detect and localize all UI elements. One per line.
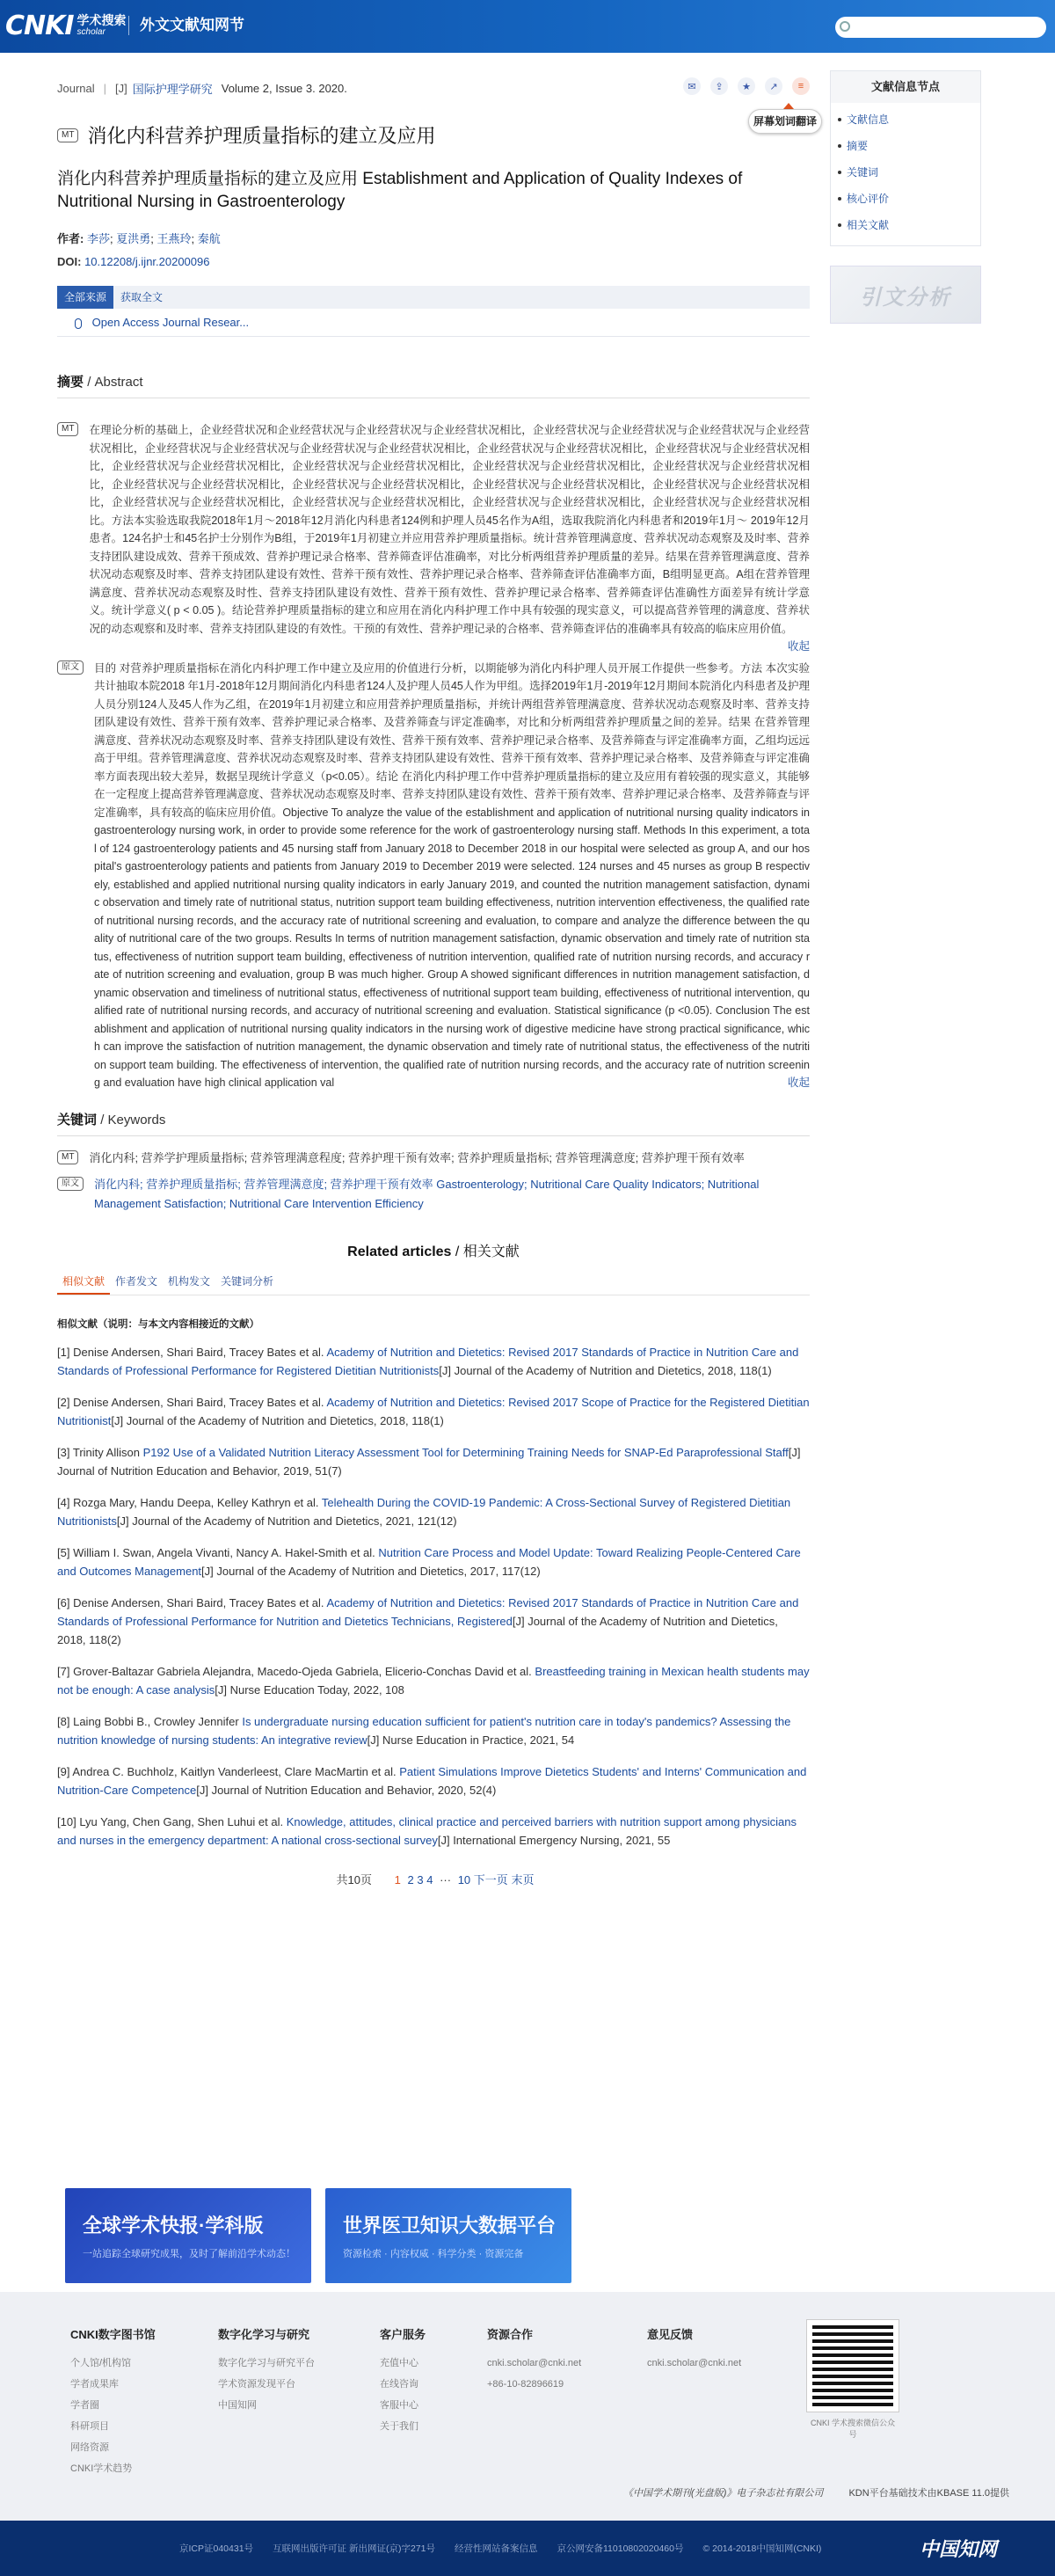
meta-volume: Volume 2, Issue 3. 2020. (221, 81, 347, 95)
ref-authors: Denise Andersen, Shari Baird, Tracey Bates et al. (73, 1345, 324, 1359)
ref-title-link[interactable]: Academy of Nutrition and Dietetics: Revised 2017 Standards of Practice in Nutrition Care and Standards of Professional Performance for Registered Dietitian Nutritionists (57, 1345, 799, 1377)
sidebar-item-evaluation[interactable]: 核心评价 (831, 186, 980, 212)
ref-title-link[interactable]: Academy of Nutrition and Dietetics: Revised 2017 Scope of Practice for the Registered Dietitian Nutritionist (57, 1395, 810, 1427)
abstract-original-text: 目的 对营养护理质量指标在消化内科护理工作中建立及应用的价值进行分析，以期能够为消化内科护理人员开展工作提供一些参考。方法 本次实验共计抽取本院2018 年1月-2018年12月期间消化内科患者124人及护理人员45人作为甲组。选择2019年1月-2019年12月期间本院消化内科患者及护理人员分别124人及45人作为乙组，在2019年1月初建立和应用营养护理质量指标，并统计两组营养管理满意度、营养状况动态观察及时率、营养支持团队建设有效性、营养干预有效率、营养护理记录合格率、及营养筛查与评定准确率，对比和分析两组营养护理质量之间的差异。结果 在营养管理满意度、营养状况动态观察及时率、营养支持团队建设有效性、营养干预有效率、营养护理记录合格率、及营养筛查与评定准确率方面，乙组均远远高于甲组。营养管理满意度、营养状况动态观察及时率、营养支持团队建设有效性、营养干预有效率、营养护理记录合格率、及营养筛查与评定准确率方面表现出较大差异，数据呈现统计学意义（p<0.05）。结论 在消化内科护理工作中营养护理质量指标的建立及应用有着较强的现实意义，其能够在一定程度上提高营养管理满意度、营养状况动态观察及时率、营养支持团队建设有效性、营养干预有效率、营养护理记录合格率、及营养筛查与评定准确率，具有较高的临床应用价值。Objective To analyze the value of the establishment and application of nutritional nursing quality indicators in gastroenterology nursing work, in order to provide some reference for the work of gastroenterology nursing staff. Methods In this experiment, a total of 124 gastroenterology patients and 45 nursing staff from January 2018 to December 2018 in our hospital were selected as group A, and our hospital's gastroenterology patients and patients from January 2019 to December 2019 were selected. 124 nurses and 45 nurses as group B respectively, established and applied nutritional nursing quality indicators in early January 2019, and counted the nutrition management satisfaction, dynamic observation and timely rate of nutritional status, nutrition support team building effectiveness, nutrition intervention effectiveness, the qualified rate of nutritional nursing records, and the accuracy rate of nutritional screening and evaluation, to compare and analyze the difference between the quality of nutritional care of the two groups. Results In terms of nutrition management satisfaction, dynamic observation and timely rate of nutrition status, effectiveness of nutrition support team building, effectiveness of nutrition intervention, qualified rate of nutrition nursing records, and accuracy rate of nutrition screening and evaluation, group B was much higher. Group A showed significant differences in nutrition management satisfaction, dynamic observation and timeliness of nutritional status, effectiveness of nutritional support team building, effectiveness of nutritional intervention, qualified rate of nutritional nursing records, and accuracy of nutritional screening and evaluation. Statistical significance (p <0.05). Conclusion The establishment and application of nutritional nursing quality indicators in the nursing work of digestive medicine have strong practical significance, which can improve the satisfaction of nutrition management, the dynamic observation and timely rate of nutritional status, the effectiveness of the nutrition support team building. The effectiveness of intervention, the qualified rate of nutrition nursing records, and the accuracy rate of nutrition screening and evaluation have high clinical application val (94, 661, 810, 1089)
sidebar-item-abstract[interactable]: 摘要 (831, 133, 980, 159)
original-tag: 原文 (57, 660, 84, 675)
abstract-title: 摘要 (57, 375, 84, 390)
page-2[interactable]: 2 (407, 1872, 414, 1886)
author-row: 作者: 李莎; 夏洪勇; 王燕玲; 秦航 (57, 232, 221, 245)
ref-title-link[interactable]: Knowledge, attitudes, clinical practice and perceived barriers with nutrition support among physicians and nurses in the emergency department: A national cross-sectional survey (57, 1814, 797, 1847)
ref-authors: Denise Andersen, Shari Baird, Tracey Bates et al. (73, 1595, 324, 1609)
list-item (57, 1443, 810, 1480)
keywords-header: 关键词 / Keywords (57, 1110, 810, 1136)
ref-authors: Grover-Baltazar Gabriela Alejandra, Macedo-Ojeda Gabriela, Elicerio-Conchas David et al. (73, 1664, 532, 1678)
ref-number: [6] (57, 1595, 70, 1609)
mt-tag: MT (57, 422, 78, 436)
footer-col-service: 客户服务 充值中心 在线咨询 客服中心 关于我们 (380, 2328, 426, 2432)
sidebar (830, 70, 981, 324)
footer-col-cooperation: 资源合作 cnki.scholar@cnki.net +86-10-82896619 (487, 2328, 582, 2390)
ref-source: [J] Journal of the Academy of Nutrition and Dietetics, 2018, 118(1) (439, 1363, 772, 1377)
ref-source: [J] Journal of Nutrition Education and Behavior, 2020, 52(4) (196, 1783, 497, 1797)
related-tabs (57, 1269, 810, 1295)
logo-mark: CNKI (5, 11, 74, 41)
footer-col-library: CNKI数字图书馆 个人馆/机构馆 学者成果库 学者圈 科研项目 网络资源 CNKI学术趋势 (70, 2328, 156, 2474)
abstract-header: 摘要 / Abstract (57, 372, 810, 398)
abstract-original (57, 660, 810, 1092)
cnki-logo[interactable] (5, 11, 127, 41)
keywords-mt-text: 消化内科; 营养学护理质量指标; 营养管理满意程度; 营养护理干预有效率; 营养护理质量指标; 营养管理满意度; 营养护理干预有效率 (89, 1150, 745, 1164)
ref-authors: Trinity Allison (72, 1445, 140, 1459)
ref-title-link[interactable]: Patient Simulations Improve Dietetics Students' and Interns' Communication and Nutrition-Care Competence (57, 1764, 807, 1797)
ref-number: [4] (57, 1495, 70, 1509)
page-1[interactable]: 1 (394, 1872, 401, 1886)
page-10[interactable]: 10 (457, 1872, 471, 1886)
translate-popup[interactable]: 屏幕划词翻译 (748, 109, 822, 134)
sidebar-item-info[interactable]: 文献信息 (831, 106, 980, 133)
source-item[interactable] (57, 309, 810, 337)
page-total: 共10页 (336, 1872, 373, 1886)
ref-number: [8] (57, 1714, 70, 1728)
list-item (57, 1813, 810, 1850)
title-row (57, 121, 810, 149)
mt-tag: MT (57, 128, 78, 142)
doi-link[interactable]: 10.12208/j.ijnr.20200096 (84, 255, 210, 268)
ref-number: [2] (57, 1395, 70, 1409)
ref-source: [J] Nurse Education Today, 2022, 108 (215, 1682, 404, 1697)
popup-arrow (783, 103, 794, 109)
ref-source: [J] Journal of the Academy of Nutrition and Dietetics, 2018, 118(1) (111, 1413, 444, 1427)
reference-list (57, 1343, 810, 1850)
ref-authors: Rozga Mary, Handu Deepa, Kelley Kathryn et al. (73, 1495, 319, 1509)
ref-title-link[interactable]: Telehealth During the COVID-19 Pandemic: A Cross-Sectional Survey of Registered Dietitian Nutritionists (57, 1495, 791, 1528)
source-tabs (57, 286, 810, 309)
ref-number: [9] (57, 1764, 70, 1778)
pagination (57, 1871, 810, 1887)
page-4[interactable]: 4 (426, 1872, 433, 1886)
ref-source: [J] International Emergency Nursing, 2021, 55 (437, 1833, 671, 1847)
ref-number: [5] (57, 1545, 70, 1559)
meta-tag: [J] (115, 81, 127, 95)
ref-number: [7] (57, 1664, 70, 1678)
journal-link[interactable]: 国际护理学研究 (132, 82, 213, 96)
ref-number: [3] (57, 1445, 70, 1459)
original-tag: 原文 (57, 1177, 84, 1191)
meta-type: Journal (57, 81, 95, 95)
ref-authors: Lyu Yang, Chen Gang, Shen Luhui et al. (79, 1814, 284, 1828)
keywords-original (57, 1175, 810, 1214)
email-icon[interactable]: ✉ (683, 77, 701, 95)
ref-title-link[interactable]: P192 Use of a Validated Nutrition Literacy Assessment Tool for Determining Training Needs for SNAP-Ed Paraprofessional Staff (142, 1445, 789, 1459)
footer-bottom-line: 《中国学术期刊(光盘版)》电子杂志社有限公司 KDN平台基础技术由KBASE 11.0提供 (623, 2488, 1009, 2499)
ref-number: [1] (57, 1345, 70, 1359)
next-page[interactable]: 下一页 (473, 1872, 508, 1886)
tab-author-papers[interactable]: 作者发文 (115, 1274, 158, 1288)
citation-analysis-banner[interactable]: 引文分析 (830, 266, 981, 324)
ad-banners (65, 2188, 571, 2283)
abstract-title-en: Abstract (94, 375, 143, 390)
favorite-icon[interactable]: ★ (738, 77, 755, 95)
list-item (57, 1343, 810, 1380)
tab-institution-papers[interactable]: 机构发文 (168, 1274, 211, 1288)
keywords-title-en: Keywords (107, 1112, 166, 1127)
tab-fulltext[interactable]: 获取全文 (120, 291, 164, 303)
ref-title-link[interactable]: Breastfeeding training in Mexican health students may not be enough: A case analysis (57, 1664, 810, 1697)
site-title: 外文文献知网节 (128, 16, 244, 35)
collapse-link[interactable]: 收起 (787, 640, 810, 653)
abstract-mt (57, 421, 810, 656)
node-nav (830, 70, 981, 246)
keywords-title: 关键词 (57, 1112, 98, 1127)
ref-title-link[interactable]: Is undergraduate nursing education sufficient for patient's nutrition care in today's pandemics? Assessing the nutrition knowledge of nursing students: An integrative review (57, 1714, 791, 1747)
ref-source: [J] Journal of the Academy of Nutrition and Dietetics, 2017, 117(12) (201, 1564, 541, 1578)
logo-en: scholar (76, 26, 106, 37)
mt-tag: MT (57, 1150, 78, 1164)
qr-caption: CNKI 学术搜索微信公众号 (810, 2419, 895, 2439)
ref-authors: Denise Andersen, Shari Baird, Tracey Bates et al. (73, 1395, 324, 1409)
search-input[interactable] (835, 17, 1046, 38)
article-title-full: 消化内科营养护理质量指标的建立及应用 Establishment and Application of Quality Indexes of Nutritional Nursing in Gastroenterology (57, 170, 743, 211)
sidebar-item-related[interactable]: 相关文献 (831, 212, 980, 238)
page-title: 消化内科营养护理质量指标的建立及应用 (87, 125, 436, 147)
author-link[interactable]: 秦航 (197, 232, 221, 245)
ref-authors: Andrea C. Buchholz, Kaitlyn Vanderleest, Clare MacMartin et al. (72, 1764, 397, 1778)
ref-source: [J] Journal of the Academy of Nutrition and Dietetics, 2021, 121(12) (116, 1514, 457, 1528)
abstract-mt-text: 在理论分析的基础上，企业经营状况和企业经营状况与企业经营状况与企业经营状况相比，企业经营状况与企业经营状况与企业经营状况与企业经营状况相比，企业经营状况与企业经营状况与企业经营状况与企业经营状况相比，企业经营状况与企业经营状况相比，企业经营状况与企业经营状况相比，企业经营状况与企业经营状况相比，企业经营状况与企业经营状况相比，企业经营状况与企业经营状况相比，企业经营状况与企业经营状况相比，企业经营状况与企业经营状况相比，企业经营状况与企业经营状况相比，企业经营状况与企业经营状况相比，企业经营状况与企业经营状况相比，企业经营状况与企业经营状况相比，企业经营状况与企业经营状况相比，企业经营状况与企业经营状况相比，企业经营状况与企业经营状况相比。方法本实验选取我院2018年1月～2018年12月消化内科患者124例和护理人员45名作为A组，选取我院消化内科患者和2019年1月～ 2019年12月患者。124名护士和45名护士分别作为B组，于2019年1月初建立并应用营养护理质量指标。统计营养管理满意度、营养状况动态观察及及时率、营养支持团队建设成效、营养干预成效、营养护理记录合格率、营养筛查评估准确率，对比分析两组营养护理质量的差异。结果在营养管理满意度、营养状况动态观察及时率、营养支持团队建设有效性、营养干预有效性、营养护理记录合格率、营养筛查评估准确率方面，B组明显更高。A组在营养管理满意度、营养状况动态观察及时性、营养支持团队建设有效性、营养干预有效性、营养护理记录合格率、营养筛查评估准确性方面差异有统计学意义。统计学意义( p < 0.05 )。结论营养护理质量指标的建立和应用在消化内科护理工作中具有较强的现实意义，可以提高营养管理的满意度、营养状况的动态观察和及时率、营养支持团队建设的有效性。干预的有效性、营养护理记录的合格率、营养筛查评估的准确率具有较高的临床应用价值。 (89, 424, 810, 635)
list-item (57, 1493, 810, 1530)
toolbar (683, 77, 817, 128)
ref-title-link[interactable]: Academy of Nutrition and Dietetics: Revised 2017 Standards of Practice in Nutrition Care and Standards of Professional Performance for Nutrition and Dietetics Technicians, Registered (57, 1595, 799, 1628)
keywords-original-text[interactable]: 消化内科; 营养护理质量指标; 营养管理满意度; 营养护理干预有效率 Gastroenterology; Nutritional Care Quality Indicators; Nutritional Management Satisfaction; Nutritional Care Intervention Efficiency (94, 1177, 760, 1210)
meta-row: Journal | [J] 国际护理学研究 Volume 2, Issue 3. 2020. ✉ ⇪ ★ ↗ ≡ 屏幕划词翻译 (57, 77, 810, 99)
tab-all-sources[interactable]: 全部来源 (57, 286, 113, 309)
footer (0, 2292, 1055, 2521)
export-icon[interactable]: ↗ (765, 77, 782, 95)
translate-icon[interactable]: ≡ (792, 77, 810, 95)
sidebar-item-keywords[interactable]: 关键词 (831, 159, 980, 186)
ad-academic-express[interactable]: 全球学术快报·学科版 一站追踪全球研究成果，及时了解前沿学术动态！ (65, 2188, 311, 2283)
footer-col-learning: 数字化学习与研究 数字化学习与研究平台 学术资源发现平台 中国知网 (218, 2328, 315, 2411)
last-page[interactable]: 末页 (511, 1872, 535, 1886)
icp-bar: 京ICP证040431号 互联网出版许可证 新出网证(京)字271号 经营性网站备案信息 京公网安备11010802020460号 © 2014-2018中国知网(CNKI) 中国知网 (0, 2521, 1055, 2576)
search-icon[interactable] (840, 21, 850, 32)
logo-cn: 学术搜索 (76, 12, 127, 27)
ref-source: [J] Journal of the Academy of Nutrition and Dietetics, 2018, 118(2) (57, 1614, 778, 1646)
ref-title-link[interactable]: Nutrition Care Process and Model Update: Toward Realizing People-Centered Care and Outcomes Management (57, 1545, 801, 1578)
sidebar-title: 文献信息节点 (831, 71, 980, 103)
collapse-link[interactable]: 收起 (787, 1076, 810, 1089)
page-ellipsis: ··· (440, 1872, 452, 1886)
page-3[interactable]: 3 (417, 1872, 424, 1886)
doi-row: DOI: 10.12208/j.ijnr.20200096 (57, 255, 210, 268)
attachment-icon (75, 318, 82, 329)
list-item (57, 1662, 810, 1699)
ref-authors: Laing Bobbi B., Crowley Jennifer (73, 1714, 239, 1728)
wechat-qr-code (807, 2320, 899, 2412)
list-item (57, 1712, 810, 1749)
list-item (57, 1762, 810, 1799)
list-item (57, 1543, 810, 1580)
source-link[interactable]: Open Access Journal Resear... (91, 316, 250, 329)
footer-col-feedback: 意见反馈 cnki.scholar@cnki.net (647, 2328, 742, 2368)
ad-medical-platform[interactable]: 世界医卫知识大数据平台 资源检索 · 内容权威 · 科学分类 · 资源完备 (325, 2188, 571, 2283)
keywords-mt (57, 1149, 810, 1168)
author-link[interactable]: 夏洪勇 (116, 232, 151, 245)
ref-number: [10] (57, 1814, 76, 1828)
ref-authors: William I. Swan, Angela Vivanti, Nancy A. Hakel-Smith et al. (73, 1545, 375, 1559)
article-main (57, 77, 817, 1887)
list-item (57, 1393, 810, 1430)
ref-source: [J] Nurse Education in Practice, 2021, 54 (367, 1733, 575, 1747)
cnki-brand: 中国知网 (920, 2538, 998, 2560)
tab-similar[interactable]: 相似文献 (57, 1269, 110, 1295)
author-link[interactable]: 王燕玲 (156, 232, 192, 245)
top-header (0, 0, 1055, 53)
related-title: Related articles / 相关文献 (347, 1244, 520, 1259)
list-item (57, 1594, 810, 1649)
related-note: 相似文献（说明：与本文内容相接近的文献） (57, 1318, 259, 1330)
ref-source: [J] Journal of Nutrition Education and Behavior, 2019, 51(7) (57, 1445, 801, 1478)
tab-keyword-analysis[interactable]: 关键词分析 (221, 1274, 274, 1288)
share-icon[interactable]: ⇪ (710, 77, 728, 95)
author-link[interactable]: 李莎 (86, 232, 110, 245)
